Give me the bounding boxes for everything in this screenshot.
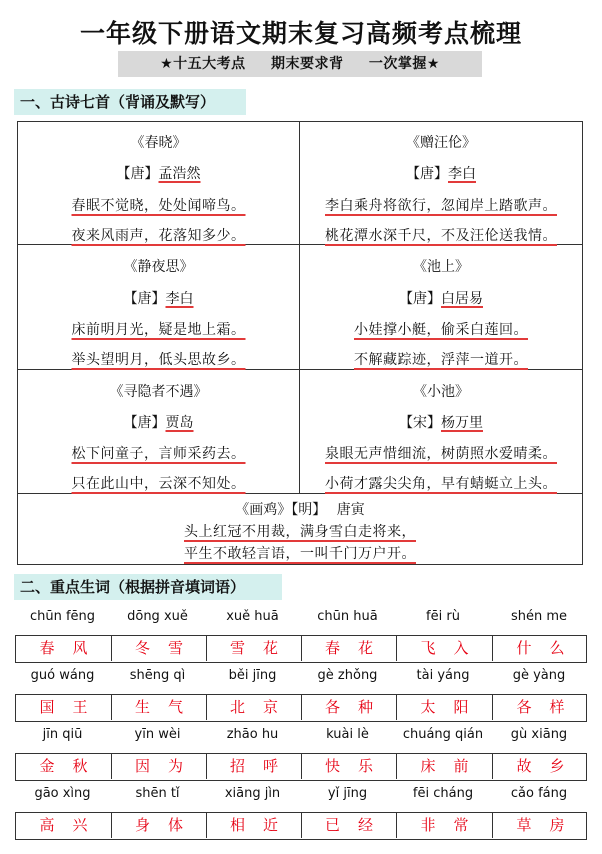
pinyin-cell: kuài lè xyxy=(326,727,369,742)
pinyin-cell: xiāng jìn xyxy=(224,786,281,801)
pinyin-row xyxy=(15,668,587,690)
poem-title: 《小池》 xyxy=(413,384,469,400)
poem-line xyxy=(18,543,582,563)
pinyin-cell: shén me xyxy=(510,609,568,624)
pinyin-cell: dōng xuě xyxy=(127,609,188,624)
poem-dynasty: 【唐】 xyxy=(123,291,166,307)
poem-dynasty: 【唐】 xyxy=(123,415,166,431)
poem-line-text: 松下问童子，言师采药去。 xyxy=(71,446,246,462)
poem-author-name: 李白 xyxy=(165,291,194,307)
poem-line-text: 李白乘舟将欲行，忽闻岸上踏歌声。 xyxy=(325,198,557,214)
poem-line-text: 小荷才露尖尖角，早有蜻蜓立上头。 xyxy=(325,476,557,492)
poem-author-name: 李白 xyxy=(448,166,476,182)
section-heading-poems: 一、古诗七首（背诵及默写） xyxy=(14,89,246,115)
poem-dynasty: 【宋】 xyxy=(399,415,441,431)
answer-cell[interactable]: 什么 xyxy=(492,636,588,661)
pinyin-row xyxy=(15,727,587,749)
pinyin-cell: chūn huā xyxy=(317,609,378,624)
poem-line xyxy=(18,443,299,463)
answer-cell[interactable]: 身体 xyxy=(111,813,206,838)
pinyin-cell: chūn fēng xyxy=(29,609,96,624)
poem-line xyxy=(300,195,582,215)
answer-cell[interactable]: 床前 xyxy=(396,754,492,779)
pinyin-cell: gè yàng xyxy=(512,668,566,683)
poem-line xyxy=(18,225,299,245)
poem-author xyxy=(18,288,299,308)
pinyin-cell: xuě huā xyxy=(226,609,279,624)
pinyin-cell: shēng qì xyxy=(129,668,186,683)
answer-cell[interactable]: 国王 xyxy=(39,698,106,716)
poem-cell xyxy=(18,245,299,370)
poem-table xyxy=(17,121,583,565)
pinyin-cell: fēi rù xyxy=(426,609,460,624)
answer-row xyxy=(15,694,587,722)
poem-title-row xyxy=(18,499,582,519)
poem-title: 《静夜思》 xyxy=(123,259,194,275)
poem-line xyxy=(18,319,299,339)
poem-author xyxy=(300,288,582,308)
poem-line-text: 只在此山中，云深不知处。 xyxy=(71,476,246,492)
poem-title: 《赠汪伦》 xyxy=(406,135,476,151)
pinyin-cell: chuáng qián xyxy=(402,727,484,742)
answer-cell[interactable]: 招呼 xyxy=(206,754,301,779)
poem-line-text: 春眠不觉晓，处处闻啼鸟。 xyxy=(71,198,246,214)
poem-cell xyxy=(299,245,582,370)
pinyin-cell: cǎo fáng xyxy=(510,786,568,801)
poem-author-name: 贾岛 xyxy=(165,415,194,431)
answer-cell[interactable]: 快乐 xyxy=(301,754,396,779)
answer-cell[interactable]: 冬雪 xyxy=(111,636,206,661)
poem-line-text: 头上红冠不用裁，满身雪白走将来， xyxy=(184,524,416,540)
poem-line-text: 举头望明月，低头思故乡。 xyxy=(71,352,246,368)
poem-author xyxy=(300,163,582,183)
pinyin-row xyxy=(15,786,587,808)
answer-row xyxy=(15,753,587,781)
poem-line-text: 平生不敢轻言语，一叫千门万户开。 xyxy=(184,546,416,562)
highlight-banner xyxy=(118,51,482,77)
banner-part: ★十五大考点 xyxy=(160,56,246,72)
answer-cell[interactable]: 因为 xyxy=(111,754,206,779)
poem-author xyxy=(18,163,299,183)
answer-cell[interactable]: 北京 xyxy=(206,695,301,720)
answer-row xyxy=(15,812,587,840)
poem-line xyxy=(300,319,582,339)
pinyin-cell: fēi cháng xyxy=(412,786,474,801)
answer-cell[interactable]: 飞入 xyxy=(396,636,492,661)
banner-part: 一次掌握★ xyxy=(368,56,440,72)
poem-line-text: 泉眼无声惜细流，树荫照水爱晴柔。 xyxy=(325,446,557,462)
poem-dynasty: 【唐】 xyxy=(406,166,448,182)
poem-line xyxy=(300,225,582,245)
pinyin-cell: zhāo hu xyxy=(226,727,279,742)
poem-line xyxy=(18,349,299,369)
answer-row xyxy=(15,635,587,663)
answer-cell[interactable]: 故乡 xyxy=(492,754,588,779)
answer-cell[interactable]: 金秋 xyxy=(39,757,106,775)
poem-line-text: 夜来风雨声，花落知多少。 xyxy=(71,228,246,244)
answer-cell[interactable]: 已经 xyxy=(301,813,396,838)
poem-cell xyxy=(299,122,582,245)
page-title: 一年级下册语文期末复习高频考点梳理 xyxy=(79,19,522,48)
poem-line xyxy=(300,473,582,493)
answer-cell[interactable]: 各样 xyxy=(492,695,588,720)
pinyin-cell: gāo xìng xyxy=(34,786,91,801)
answer-cell[interactable]: 相近 xyxy=(206,813,301,838)
poem-author-name: 唐寅 xyxy=(336,502,365,518)
poem-cell xyxy=(18,122,299,245)
poem-cell xyxy=(18,370,299,494)
poem-line-text: 桃花潭水深千尺，不及汪伦送我情。 xyxy=(325,228,557,244)
pinyin-cell: gù xiāng xyxy=(510,727,568,742)
answer-cell[interactable]: 生气 xyxy=(111,695,206,720)
answer-cell[interactable]: 非常 xyxy=(396,813,492,838)
poem-line-text: 小娃撑小艇，偷采白莲回。 xyxy=(354,322,528,338)
poem-dynasty: 【唐】 xyxy=(399,291,441,307)
pinyin-cell: gè zhǒng xyxy=(317,668,378,683)
poem-line xyxy=(18,521,582,541)
poem-line xyxy=(18,195,299,215)
poem-title: 《寻隐者不遇》 xyxy=(109,384,208,400)
poem-dynasty: 【唐】 xyxy=(116,166,159,182)
poem-cell xyxy=(18,494,582,564)
answer-cell[interactable]: 高兴 xyxy=(39,816,106,834)
poem-author-name: 杨万里 xyxy=(441,415,483,431)
answer-cell[interactable]: 春花 xyxy=(301,636,396,661)
poem-author-name: 白居易 xyxy=(441,291,483,307)
poem-line xyxy=(300,349,582,369)
poem-title: 《池上》 xyxy=(413,259,469,275)
pinyin-cell: yīn wèi xyxy=(134,727,181,742)
poem-author-name: 孟浩然 xyxy=(158,166,201,182)
poem-line-text: 不解藏踪迹，浮萍一道开。 xyxy=(354,352,528,368)
pinyin-cell: běi jīng xyxy=(228,668,277,683)
poem-cell xyxy=(299,370,582,494)
poem-line xyxy=(300,443,582,463)
poem-title: 《春晓》 xyxy=(130,135,187,151)
pinyin-cell: jīn qiū xyxy=(42,727,83,742)
poem-line xyxy=(18,473,299,493)
poem-title: 《画鸡》 xyxy=(235,502,292,518)
answer-cell[interactable]: 草房 xyxy=(492,813,588,838)
pinyin-row xyxy=(15,609,587,631)
answer-cell[interactable]: 各种 xyxy=(301,695,396,720)
pinyin-cell: shēn tǐ xyxy=(135,786,180,801)
pinyin-cell: yǐ jīng xyxy=(327,786,368,801)
banner-part: 期末要求背 xyxy=(271,56,344,72)
pinyin-cell: tài yáng xyxy=(416,668,470,683)
section-heading-vocab: 二、重点生词（根据拼音填词语） xyxy=(14,574,282,600)
answer-cell[interactable]: 春风 xyxy=(39,639,106,657)
answer-cell[interactable]: 雪花 xyxy=(206,636,301,661)
poem-author xyxy=(18,412,299,432)
poem-dynasty: 【明】 xyxy=(291,502,327,518)
pinyin-cell: guó wáng xyxy=(30,668,95,683)
answer-cell[interactable]: 太阳 xyxy=(396,695,492,720)
poem-author xyxy=(300,412,582,432)
poem-line-text: 床前明月光，疑是地上霜。 xyxy=(71,322,246,338)
